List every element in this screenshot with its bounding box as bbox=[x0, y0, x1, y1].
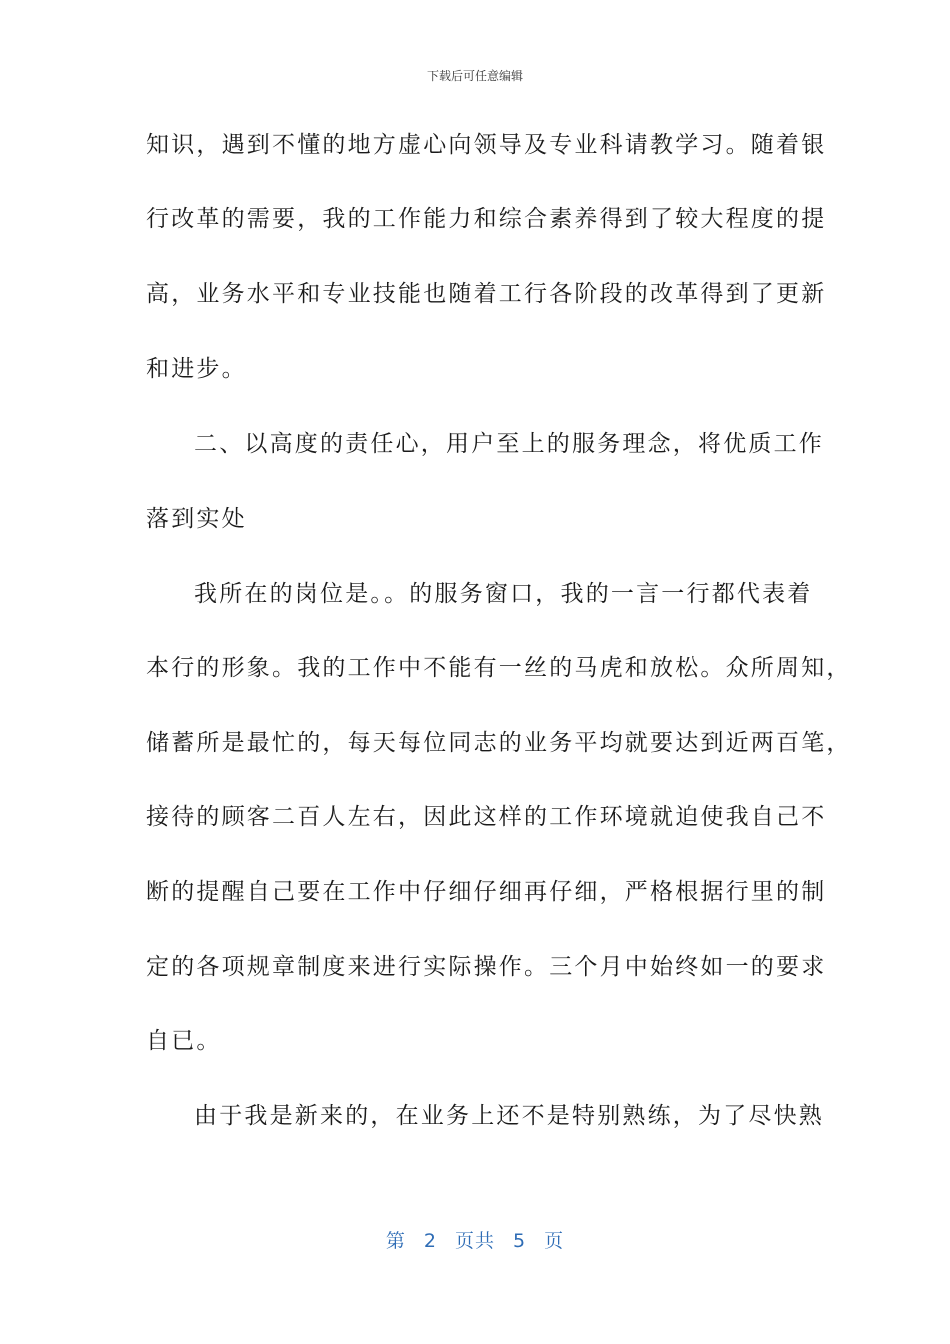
body-line: 断的提醒自己要在工作中仔细仔细再仔细，严格根据行里的制 bbox=[146, 879, 827, 905]
section-heading: 二、以高度的责任心，用户至上的服务理念，将优质工作 bbox=[194, 431, 824, 457]
body-line: 本行的形象。我的工作中不能有一丝的马虎和放松。众所周知， bbox=[146, 655, 852, 681]
footer-prefix: 第 bbox=[385, 1230, 406, 1252]
footer-total-pages: 5 bbox=[513, 1230, 527, 1252]
footer-page-number: 2 bbox=[423, 1230, 437, 1252]
footer-suffix: 页 bbox=[544, 1230, 565, 1252]
footer-middle: 页共 bbox=[454, 1230, 495, 1252]
body-line: 行改革的需要，我的工作能力和综合素养得到了较大程度的提 bbox=[146, 206, 827, 232]
section-heading-cont: 落到实处 bbox=[146, 506, 247, 532]
body-line: 储蓄所是最忙的，每天每位同志的业务平均就要达到近两百笔， bbox=[146, 730, 852, 756]
body-line: 接待的顾客二百人左右，因此这样的工作环境就迫使我自己不 bbox=[146, 804, 827, 830]
body-line: 自已。 bbox=[146, 1028, 222, 1054]
body-line: 由于我是新来的，在业务上还不是特别熟练，为了尽快熟 bbox=[194, 1103, 824, 1129]
body-line: 定的各项规章制度来进行实际操作。三个月中始终如一的要求 bbox=[146, 954, 827, 980]
body-line: 高，业务水平和专业技能也随着工行各阶段的改革得到了更新 bbox=[146, 281, 827, 307]
page-header: 下载后可任意编辑 bbox=[426, 69, 523, 83]
body-line: 和进步。 bbox=[146, 356, 247, 382]
body-line: 知识，遇到不懂的地方虚心向领导及专业科请教学习。随着银 bbox=[146, 132, 827, 158]
page-footer bbox=[0, 1226, 950, 1253]
body-line: 我所在的岗位是。。的服务窗口，我的一言一行都代表着 bbox=[194, 581, 813, 607]
